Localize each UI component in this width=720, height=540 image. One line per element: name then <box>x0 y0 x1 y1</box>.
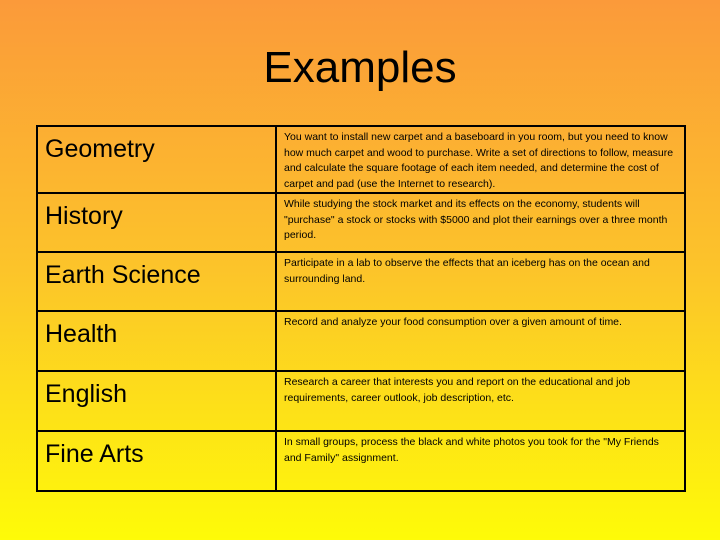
table-row <box>37 252 685 311</box>
table-row <box>37 371 685 431</box>
description-cell: Participate in a lab to observe the effects that an iceberg has on the ocean and surrounding land. <box>276 252 685 311</box>
description-cell: While studying the stock market and its effects on the economy, students will "purchase" a stock or stocks with $5000 and plot their earnings over a three month period. <box>276 193 685 252</box>
table-row <box>37 311 685 371</box>
subject-cell: Fine Arts <box>37 431 276 491</box>
subject-cell: Geometry <box>37 126 276 193</box>
subject-cell: Earth Science <box>37 252 276 311</box>
subject-cell: English <box>37 371 276 431</box>
description-cell: Record and analyze your food consumption over a given amount of time. <box>276 311 685 371</box>
description-cell: You want to install new carpet and a baseboard in you room, but you need to know how much carpet and wood to purchase. Write a set of directions to follow, measure and calculate the square footage of each item needed, and determine the cost of carpet and pad (use the Internet to research). <box>276 126 685 193</box>
table-row <box>37 193 685 252</box>
subject-cell: History <box>37 193 276 252</box>
slide-title: Examples <box>263 43 457 92</box>
subject-cell: Health <box>37 311 276 371</box>
table-row <box>37 126 685 193</box>
description-cell: Research a career that interests you and report on the educational and job requirements, career outlook, job description, etc. <box>276 371 685 431</box>
table-row <box>37 431 685 491</box>
description-cell: In small groups, process the black and white photos you took for the "My Friends and Family" assignment. <box>276 431 685 491</box>
examples-table <box>36 125 686 492</box>
